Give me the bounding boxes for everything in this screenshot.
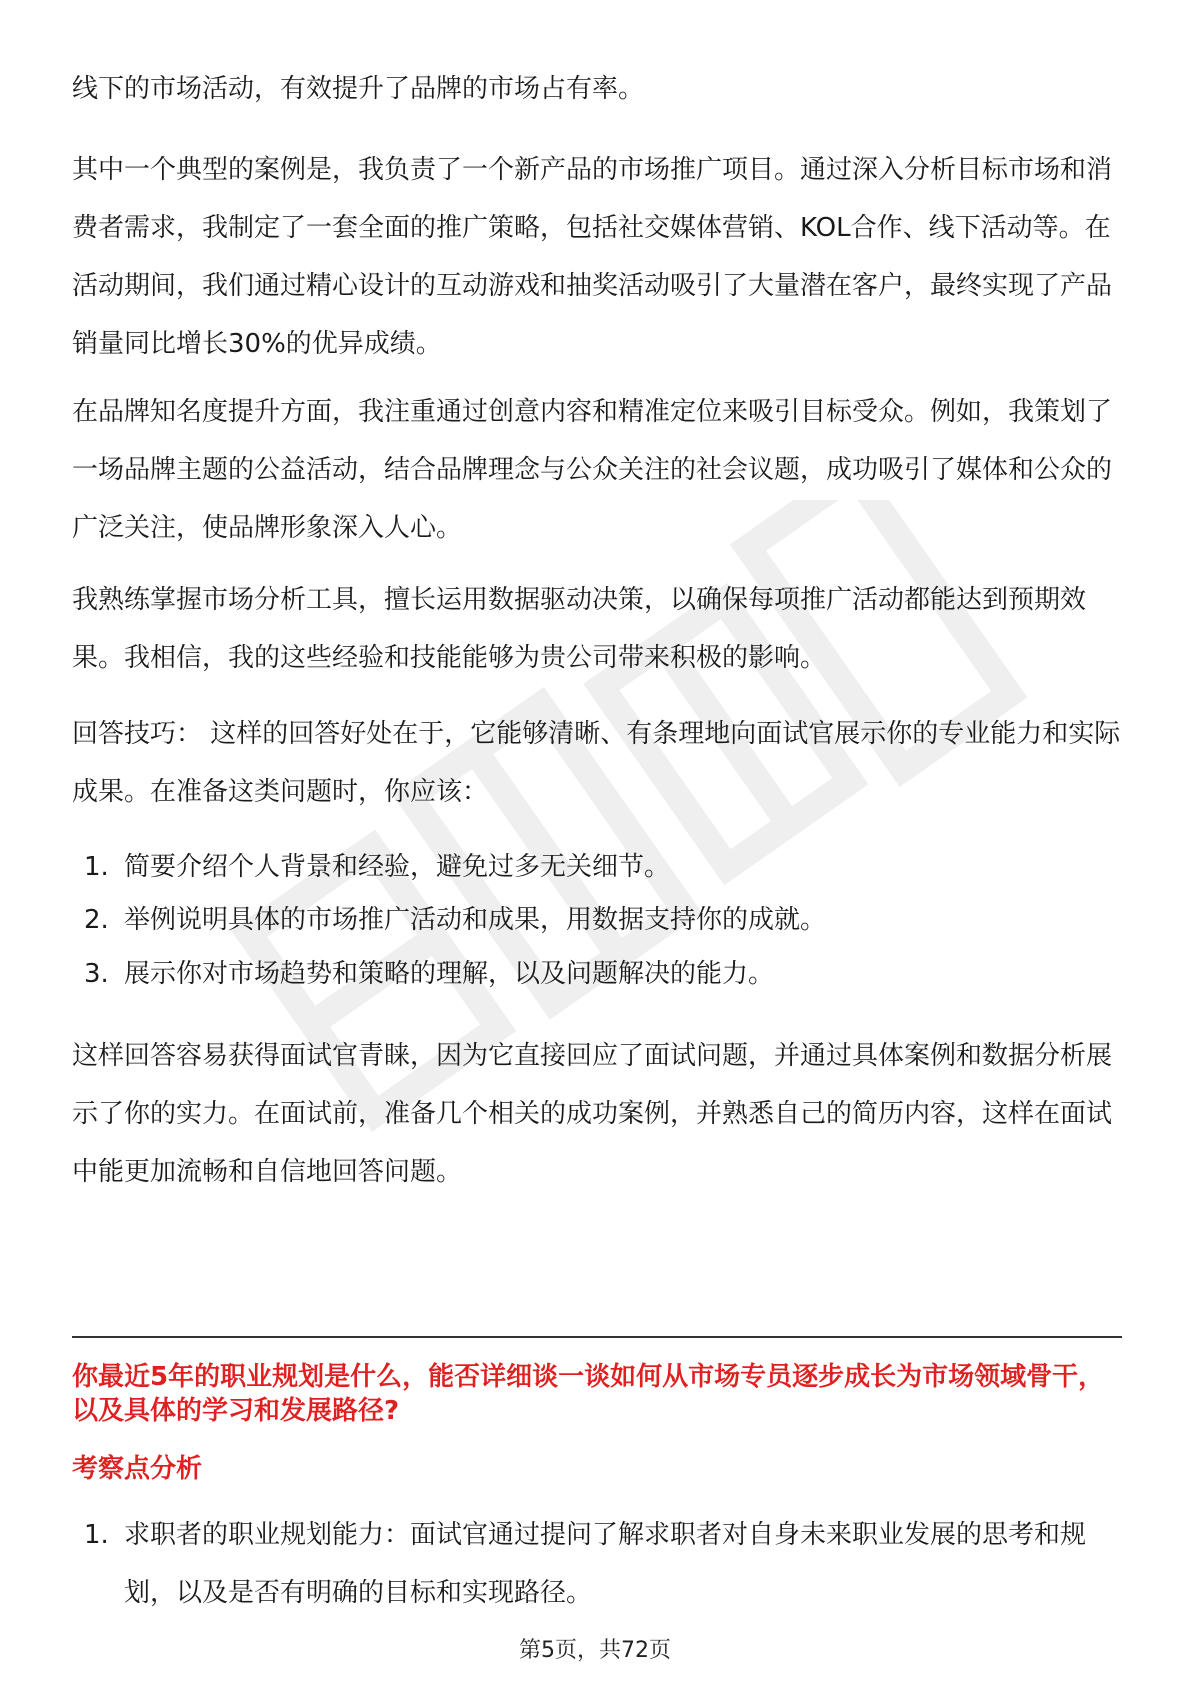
analysis-heading: 考察点分析 — [72, 1454, 203, 1484]
list-number: 1. — [84, 852, 109, 882]
list-text: 简要介绍个人背景和经验，避免过多无关细节。 — [124, 852, 671, 882]
page-footer: 第5页，共72页 — [519, 1638, 671, 1663]
list-text: 求职者的职业规划能力：面试官通过提问了解求职者对自身未来职业发展的思考和规划，以及是否有明确的目标和实现路径。 — [124, 1520, 1087, 1608]
paragraph: 在品牌知名度提升方面，我注重通过创意内容和精准定位来吸引目标受众。例如，我策划了一场品牌主题的公益活动，结合品牌理念与公众关注的社会议题，成功吸引了媒体和公众的广泛关注，使品牌形象深入人心。 — [72, 397, 1113, 543]
list-item — [72, 838, 1122, 896]
list-item — [72, 1506, 1122, 1622]
list-number: 1. — [84, 1520, 109, 1550]
paragraph: 其中一个典型的案例是，我负责了一个新产品的市场推广项目。通过深入分析目标市场和消费者需求，我制定了一套全面的推广策略，包括社交媒体营销、KOL合作、线下活动等。在活动期间，我们通过精心设计的互动游戏和抽奖活动吸引了大量潜在客户，最终实现了产品销量同比增长30%的优异成绩。 — [72, 155, 1113, 359]
list-item — [72, 945, 1122, 1003]
paragraph: 线下的市场活动，有效提升了品牌的市场占有率。 — [72, 74, 645, 104]
question-heading: 你最近5年的职业规划是什么，能否详细谈一谈如何从市场专员逐步成长为市场领域骨干，以及具体的学习和发展路径? — [72, 1362, 1105, 1426]
list-text: 展示你对市场趋势和策略的理解，以及问题解决的能力。 — [124, 959, 775, 989]
tips-paragraph: 回答技巧： 这样的回答好处在于，它能够清晰、有条理地向面试官展示你的专业能力和实际成果。在准备这类问题时，你应该： — [72, 719, 1121, 807]
list-number: 2. — [84, 905, 109, 935]
list-item — [72, 891, 1122, 949]
paragraph: 我熟练掌握市场分析工具，擅长运用数据驱动决策，以确保每项推广活动都能达到预期效果。我相信，我的这些经验和技能能够为贵公司带来积极的影响。 — [72, 585, 1087, 673]
closing-paragraph: 这样回答容易获得面试官青睐，因为它直接回应了面试问题，并通过具体案例和数据分析展示了你的实力。在面试前，准备几个相关的成功案例，并熟悉自己的简历内容，这样在面试中能更加流畅和自信地回答问题。 — [72, 1041, 1113, 1187]
list-number: 3. — [84, 959, 109, 989]
section-divider — [72, 1336, 1122, 1338]
list-text: 举例说明具体的市场推广活动和成果，用数据支持你的成就。 — [124, 905, 827, 935]
